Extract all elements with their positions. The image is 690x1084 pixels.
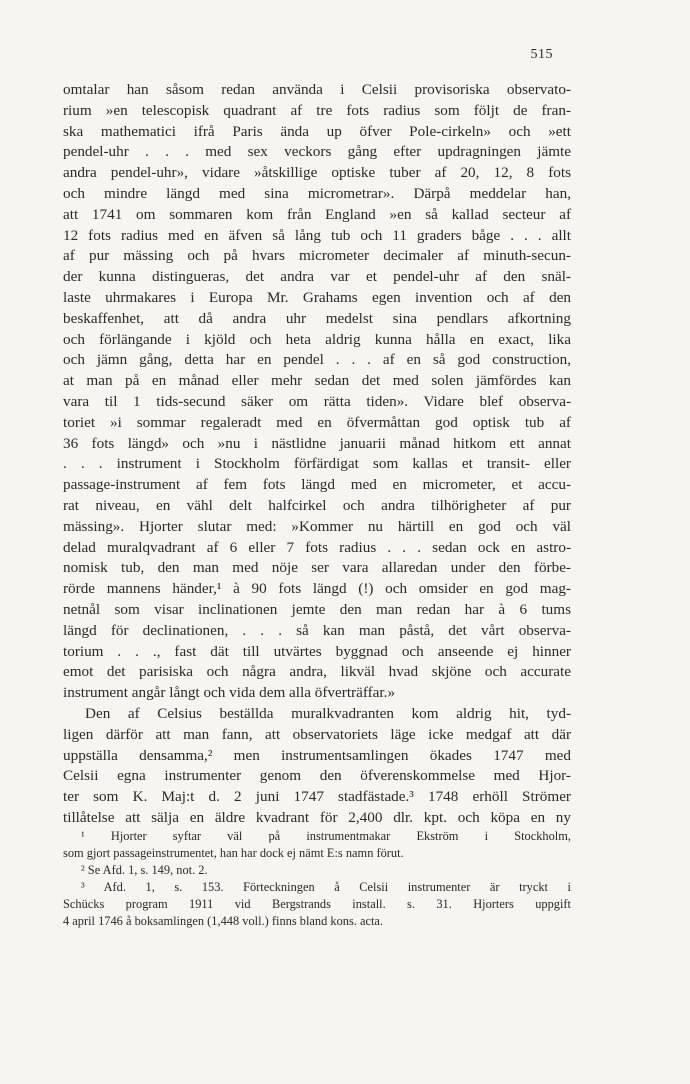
- text-line: beskaffenhet, att då andra uhr medelst sina pendlars afkortning: [63, 309, 571, 327]
- footnotes: [63, 828, 571, 930]
- footnote-line: ² Se Afd. 1, s. 149, not. 2.: [81, 863, 208, 877]
- text-line: rörde mannens händer,¹ à 90 fots längd (!) och omsider en god mag-: [63, 580, 571, 598]
- text-line: passage-instrument af fem fots längd med en micrometer, et accu-: [63, 476, 571, 494]
- text-line: emot det parisiska och några andra, likväl hvad skjöne och accurate: [63, 663, 571, 681]
- text-line: Celsii egna instrumenter genom den öfverenskommelse med Hjor-: [63, 767, 571, 785]
- footnote-line: Schücks program 1911 vid Bergstrands install. s. 31. Hjorters uppgift: [63, 897, 571, 911]
- text-line: torium . . ., fast dät till utvärtes byggnad och anseende ej hinner: [63, 642, 571, 660]
- text-line: längd för declinationen, . . . så kan man påstå, det vårt observa-: [63, 621, 571, 639]
- text-line: Den af Celsius beställda muralkvadranten kom aldrig hit, tyd-: [85, 704, 571, 722]
- text-line: nomisk tub, den man med nöje ser vara allaredan under den förbe-: [63, 559, 571, 577]
- body-text: [63, 80, 571, 829]
- footnote-line: ³ Afd. 1, s. 153. Förteckningen å Celsii instrumenter är tryckt i: [81, 880, 571, 894]
- text-line: 12 fots radius med en äfven så lång tub och 11 graders båge . . . allt: [63, 226, 571, 244]
- text-line: andra pendel-uhr», vidare »åtskillige optiske tuber af 20, 12, 8 fots: [63, 164, 571, 182]
- text-line: mässing». Hjorter slutar med: »Kommer nu härtill en god och väl: [63, 517, 571, 535]
- text-line: ska mathematici ifrå Paris ända up öfver Pole-cirkeln» och »ett: [63, 122, 571, 140]
- text-line: rium »en telescopisk quadrant af tre fots radius som följt de fran-: [63, 101, 571, 119]
- text-line: och mindre längd med sina micrometrar». Därpå meddelar han,: [63, 184, 571, 202]
- footnote-2: [63, 862, 571, 879]
- text-line: instrument angår långt och vida dem alla öfverträffar.»: [63, 684, 396, 702]
- text-line: laste uhrmakares i Europa Mr. Grahams egen invention och af den: [63, 288, 571, 306]
- text-line: pendel-uhr . . . med sex veckors gång efter updragningen jämte: [63, 143, 571, 161]
- footnote-3: [63, 879, 571, 930]
- text-line: . . . instrument i Stockholm förfärdigat som kallas et transit- eller: [63, 455, 571, 473]
- paragraph-1: [63, 80, 571, 704]
- text-line: tillåtelse att sälja en äldre kvadrant för 2,400 dlr. kpt. och köpa en ny: [63, 808, 571, 826]
- text-line: 36 fots längd» och »nu i nästlidne januarii månad hitkom ett annat: [63, 434, 571, 452]
- text-line: och förlängande i kjöld och heta aldrig kunna hålla en exact, lika: [63, 330, 571, 348]
- text-line: netnål som visar inclinationen jemte den man redan har à 6 tums: [63, 600, 571, 618]
- text-line: at man på en månad eller mehr sedan det med solen jämfördes kan: [63, 372, 571, 390]
- text-line: toriet »i sommar regaleradt med en öfvermåttan god optisk tub af: [63, 413, 571, 431]
- text-line: omtalar han såsom redan använda i Celsii provisoriska observato-: [63, 81, 571, 98]
- footnote-1: [63, 828, 571, 862]
- text-line: vara til 1 tids-secund säker om rätta tiden». Vidare blef observa-: [63, 392, 571, 410]
- page-number: 515: [530, 47, 553, 62]
- text-line: och jämn gång, detta har en pendel . . . af en så god construction,: [63, 351, 571, 369]
- text-line: ter som K. Maj:t d. 2 juni 1747 stadfästade.³ 1748 erhöll Strömer: [63, 788, 571, 806]
- text-line: ligen därför att man fann, att observatoriets läge icke medgaf att där: [63, 725, 571, 743]
- text-line: delad muralqvadrant af 6 eller 7 fots radius . . . sedan ock en astro-: [63, 538, 571, 556]
- text-line: der kunna distingueras, det andra var et pendel-uhr af den snäl-: [63, 268, 571, 286]
- footnote-line: ¹ Hjorter syftar väl på instrumentmakar Ekström i Stockholm,: [81, 829, 571, 843]
- footnote-line: 4 april 1746 å boksamlingen (1,448 voll.) finns bland kons. acta.: [63, 914, 384, 928]
- paragraph-2: [63, 704, 571, 829]
- footnote-line: som gjort passageinstrumentet, han har dock ej nämt E:s namn förut.: [63, 846, 404, 860]
- text-line: af pur mässing och på hvars micrometer decimaler af minuth-secun-: [63, 247, 571, 265]
- text-line: rat niveau, en vähl delt halfcirkel och andra tilhörigheter af pur: [63, 496, 571, 514]
- text-line: att 1741 om sommaren kom från England »en så kallad secteur af: [63, 205, 571, 223]
- text-line: uppställa densamma,² men instrumentsamlingen ökades 1747 med: [63, 746, 571, 764]
